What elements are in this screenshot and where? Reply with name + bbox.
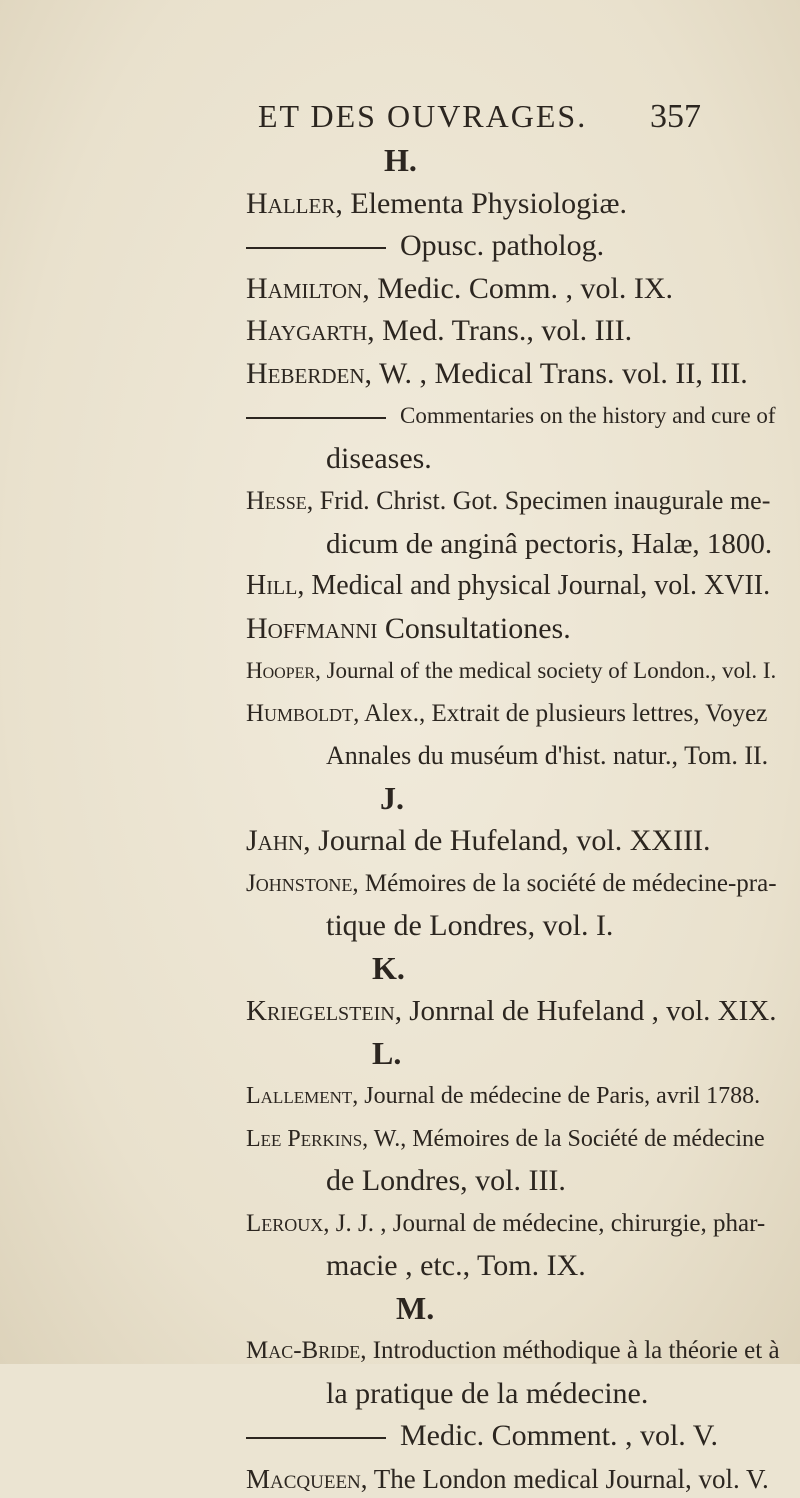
index-entry bbox=[246, 482, 770, 520]
page-number: 357 bbox=[650, 98, 701, 135]
entry-text: , Med. Trans., vol. III. bbox=[367, 314, 633, 347]
section-letter: J. bbox=[380, 779, 404, 816]
index-entry bbox=[246, 1460, 769, 1498]
entry-continuation: tique de Londres, vol. I. bbox=[326, 909, 614, 942]
entry-text: , W. , Medical Trans. vol. II, III. bbox=[364, 356, 748, 390]
entry-author: Jahn bbox=[246, 824, 304, 857]
section-letter: H. bbox=[384, 142, 417, 178]
entry-author: Leroux bbox=[246, 1209, 324, 1237]
entry-author: Lallement bbox=[246, 1083, 353, 1109]
index-entry bbox=[246, 822, 711, 860]
ditto-dash bbox=[246, 1437, 386, 1439]
entry-author: Macqueen bbox=[246, 1463, 361, 1494]
index-entry bbox=[246, 610, 571, 648]
entry-author: Mac-Bride bbox=[246, 1337, 361, 1364]
entry-text: , Journal of the medical society of London., vol. I. bbox=[315, 658, 777, 683]
entry-continuation: Annales du muséum d'hist. natur., Tom. II. bbox=[326, 741, 769, 770]
section-letter: L. bbox=[372, 1034, 402, 1071]
entry-author: Hamilton bbox=[246, 271, 363, 305]
entry-text: , W., Mémoires de la Société de médecine bbox=[362, 1125, 765, 1152]
entry-text: Consultationes. bbox=[377, 611, 571, 645]
index-entry bbox=[246, 1077, 760, 1115]
entry-text: , Medic. Comm. , vol. IX. bbox=[362, 271, 673, 305]
entry-author: Haygarth bbox=[246, 314, 368, 347]
ditto-dash bbox=[246, 247, 386, 249]
index-entry bbox=[246, 185, 627, 223]
entry-continuation: dicum de anginâ pectoris, Halæ, 1800. bbox=[326, 527, 773, 560]
entry-text: Medic. Comment. , vol. V. bbox=[400, 1419, 719, 1452]
entry-continuation: diseases. bbox=[326, 441, 432, 475]
index-entry bbox=[246, 355, 748, 393]
index-entry bbox=[246, 1417, 718, 1455]
index-entry bbox=[246, 227, 604, 265]
entry-author: Hooper bbox=[246, 658, 316, 683]
index-entry bbox=[246, 652, 776, 690]
index-entry bbox=[246, 397, 776, 435]
index-entry bbox=[246, 312, 632, 350]
index-entry bbox=[246, 567, 770, 605]
index-entry bbox=[246, 865, 777, 903]
entry-text: , Journal de Hufeland, vol. XXIII. bbox=[303, 824, 711, 857]
entry-text: , Introduction méthodique à la théorie et à bbox=[360, 1337, 780, 1364]
entry-text: , Elementa Physiologiæ. bbox=[335, 186, 627, 220]
entry-author: Lee Perkins bbox=[246, 1125, 363, 1152]
entry-author: Hill bbox=[246, 570, 298, 601]
entry-text: , Jonrnal de Hufeland , vol. XIX. bbox=[394, 995, 777, 1027]
entry-author: Haller bbox=[246, 186, 336, 220]
entry-text: , Journal de médecine de Paris, avril 1788. bbox=[352, 1083, 761, 1109]
entry-text: Commentaries on the history and cure of bbox=[400, 403, 776, 428]
entry-text: , Mémoires de la société de médecine-pra- bbox=[352, 869, 777, 897]
entry-author: Kriegelstein bbox=[246, 995, 395, 1027]
entry-author: Hesse bbox=[246, 486, 307, 515]
entry-text: Opusc. patholog. bbox=[400, 229, 605, 262]
ditto-dash bbox=[246, 417, 386, 419]
index-entry bbox=[246, 695, 767, 733]
section-letter: M. bbox=[396, 1289, 435, 1326]
entry-continuation: macie , etc., Tom. IX. bbox=[326, 1249, 586, 1282]
running-header bbox=[0, 98, 800, 144]
index-entry bbox=[246, 1205, 765, 1243]
entry-text: , Frid. Christ. Got. Specimen inaugurale me- bbox=[306, 486, 771, 515]
entry-author: Heberden bbox=[246, 356, 365, 390]
entry-author: Humboldt bbox=[246, 699, 354, 727]
index-entry bbox=[246, 1332, 780, 1370]
entry-continuation: de Londres, vol. III. bbox=[326, 1164, 566, 1197]
section-letter: K. bbox=[372, 949, 405, 986]
entry-text: , Medical and physical Journal, vol. XVII. bbox=[297, 570, 771, 601]
entry-author: Johnstone bbox=[246, 869, 353, 897]
index-entry bbox=[246, 1120, 765, 1158]
index-entry bbox=[246, 270, 673, 308]
entry-text: , Alex., Extrait de plusieurs lettres, Voyez bbox=[353, 699, 768, 727]
entry-continuation: la pratique de la médecine. bbox=[326, 1376, 649, 1410]
running-title: ET DES OUVRAGES. bbox=[258, 98, 588, 134]
index-entry bbox=[246, 992, 776, 1030]
entry-text: , The London medical Journal, vol. V. bbox=[360, 1463, 769, 1494]
entry-author: Hoffmanni bbox=[246, 611, 378, 645]
entry-text: , J. J. , Journal de médecine, chirurgie, phar- bbox=[323, 1209, 766, 1237]
